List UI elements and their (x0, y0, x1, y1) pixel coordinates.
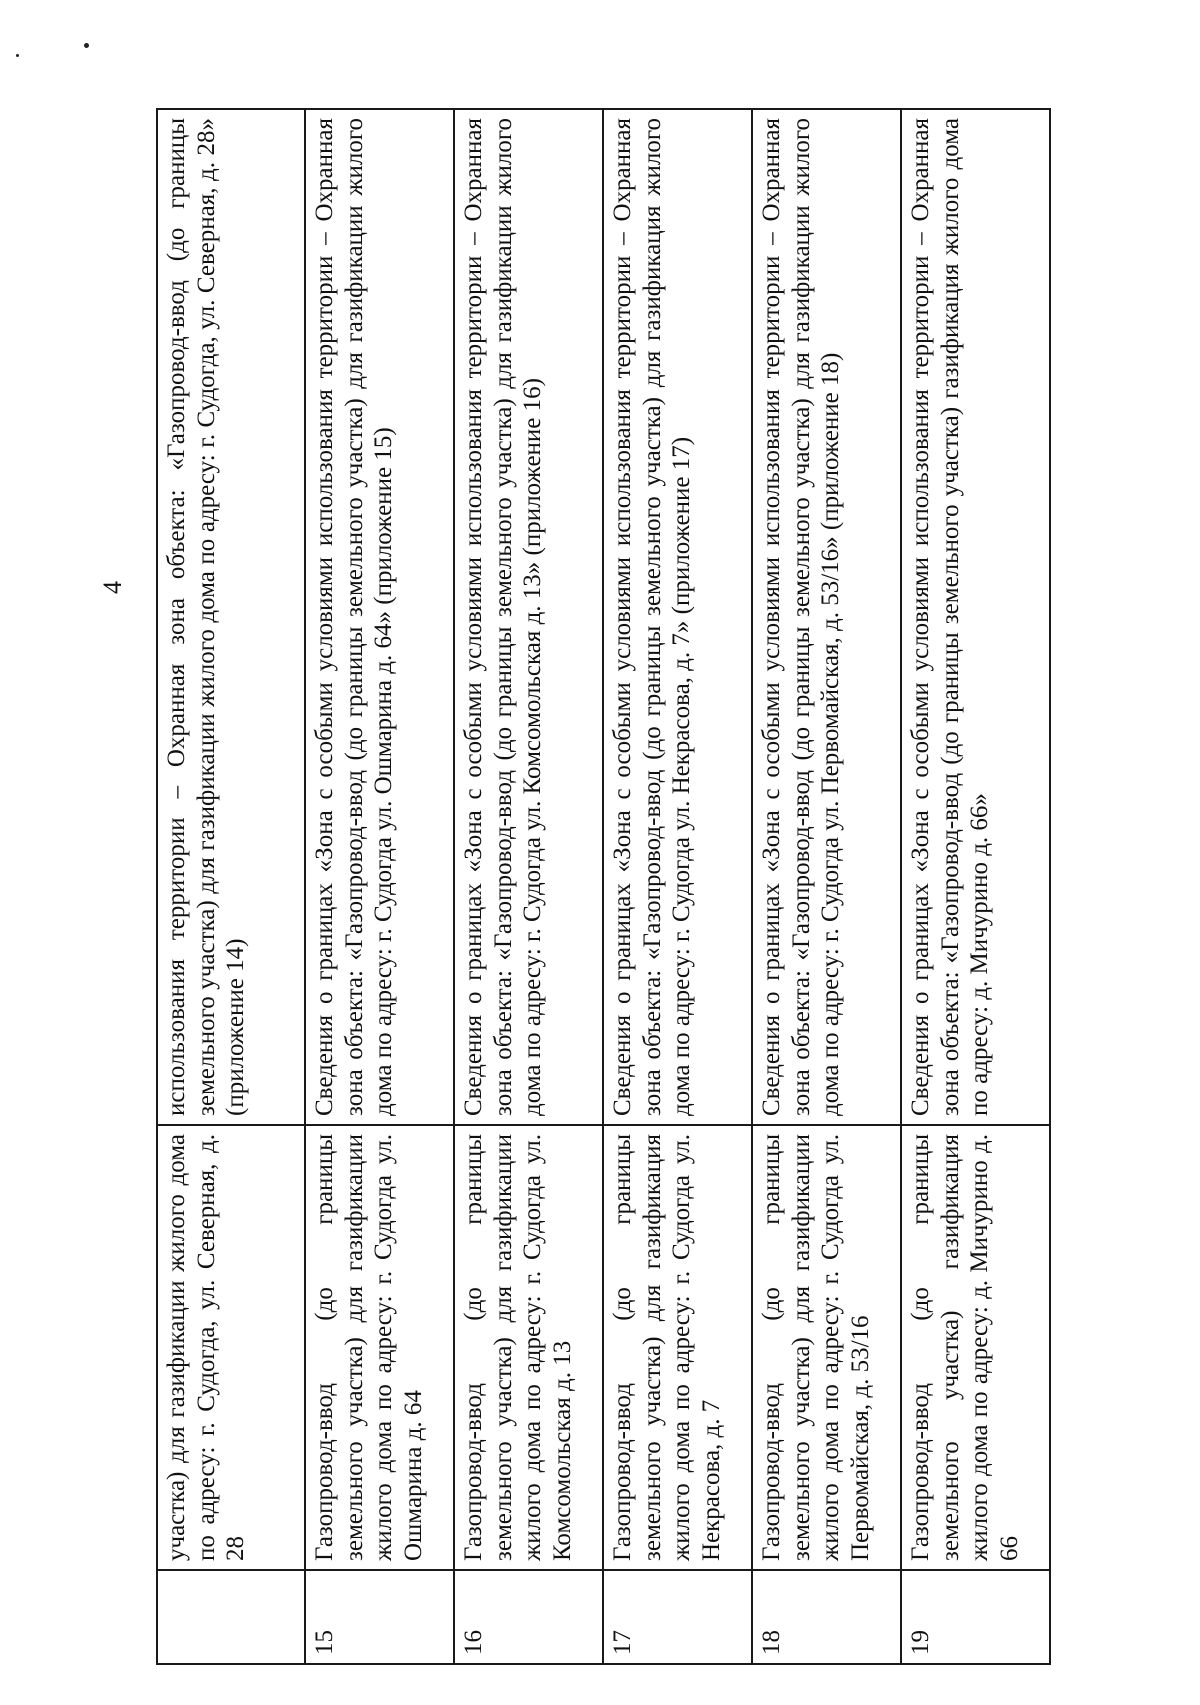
object-name-cell: Газопровод-ввод (до границы земельного участка) для газификация жилого дома по адресу: г. Судогда ул. Некрасова, д. 7 (603, 1125, 752, 1570)
table-row (157, 109, 305, 1664)
row-number-cell: 19 (901, 1570, 1050, 1664)
object-name-cell: Газопровод-ввод (до границы земельного участка) газификация жилого дома по адресу: д. Мичурино д. 66 (901, 1125, 1050, 1570)
zone-info-cell: Сведения о границах «Зона с особыми условиями использования территории – Охранная зона объекта: «Газопровод-ввод (до границы земельного участка) для газификации жилого дома по адресу: г. Судогда ул. Ошмарина д. 64» (приложение 15) (305, 109, 454, 1125)
row-number-cell (157, 1570, 305, 1664)
object-name-cell: Газопровод-ввод (до границы земельного участка) для газификации жилого дома по адресу: г. Судогда ул. Ошмарина д. 64 (305, 1125, 454, 1570)
zone-info-cell: Сведения о границах «Зона с особыми условиями использования территории – Охранная зона объекта: «Газопровод-ввод (до границы земельного участка) для газификации жилого дома по адресу: г. Судогда ул. Первомайская, д. 53/16» (приложение 18) (752, 109, 901, 1125)
table-row (454, 109, 603, 1664)
table-row (305, 109, 454, 1664)
object-name-cell: Газопровод-ввод (до границы земельного участка) для газификации жилого дома по адресу: г. Судогда ул. Первомайская, д. 53/16 (752, 1125, 901, 1570)
zone-info-cell: Сведения о границах «Зона с особыми условиями использования территории – Охранная зона объекта: «Газопровод-ввод (до границы земельного участка) газификация жилого дома по адресу: д. Мичурино д. 66» (901, 109, 1050, 1125)
rotated-page (98, 110, 1058, 1665)
row-number-cell: 17 (603, 1570, 752, 1664)
zone-info-cell: использования территории – Охранная зона объекта: «Газопровод-ввод (до границы земельного участка) для газификации жилого дома по адресу: г. Судогда, ул. Северная, д. 28» (приложение 14) (157, 109, 305, 1125)
scan-speck (16, 54, 19, 57)
row-number-cell: 18 (752, 1570, 901, 1664)
page-number: 4 (98, 581, 127, 594)
table-row (752, 109, 901, 1664)
object-name-cell: участка) для газификации жилого дома по адресу: г. Судогда, ул. Северная, д. 28 (157, 1125, 305, 1570)
scan-speck (84, 43, 89, 48)
zone-info-cell: Сведения о границах «Зона с особыми условиями использования территории – Охранная зона объекта: «Газопровод-ввод (до границы земельного участка) для газификации жилого дома по адресу: г. Судогда ул. Комсомольская д. 13» (приложение 16) (454, 109, 603, 1125)
table-row (901, 109, 1050, 1664)
document-table (156, 108, 1051, 1665)
zone-info-cell: Сведения о границах «Зона с особыми условиями использования территории – Охранная зона объекта: «Газопровод-ввод (до границы земельного участка) для газификация жилого дома по адресу: г. Судогда ул. Некрасова, д. 7» (приложение 17) (603, 109, 752, 1125)
object-name-cell: Газопровод-ввод (до границы земельного участка) для газификации жилого дома по адресу: г. Судогда ул. Комсомольская д. 13 (454, 1125, 603, 1570)
table-row (603, 109, 752, 1664)
row-number-cell: 15 (305, 1570, 454, 1664)
row-number-cell: 16 (454, 1570, 603, 1664)
